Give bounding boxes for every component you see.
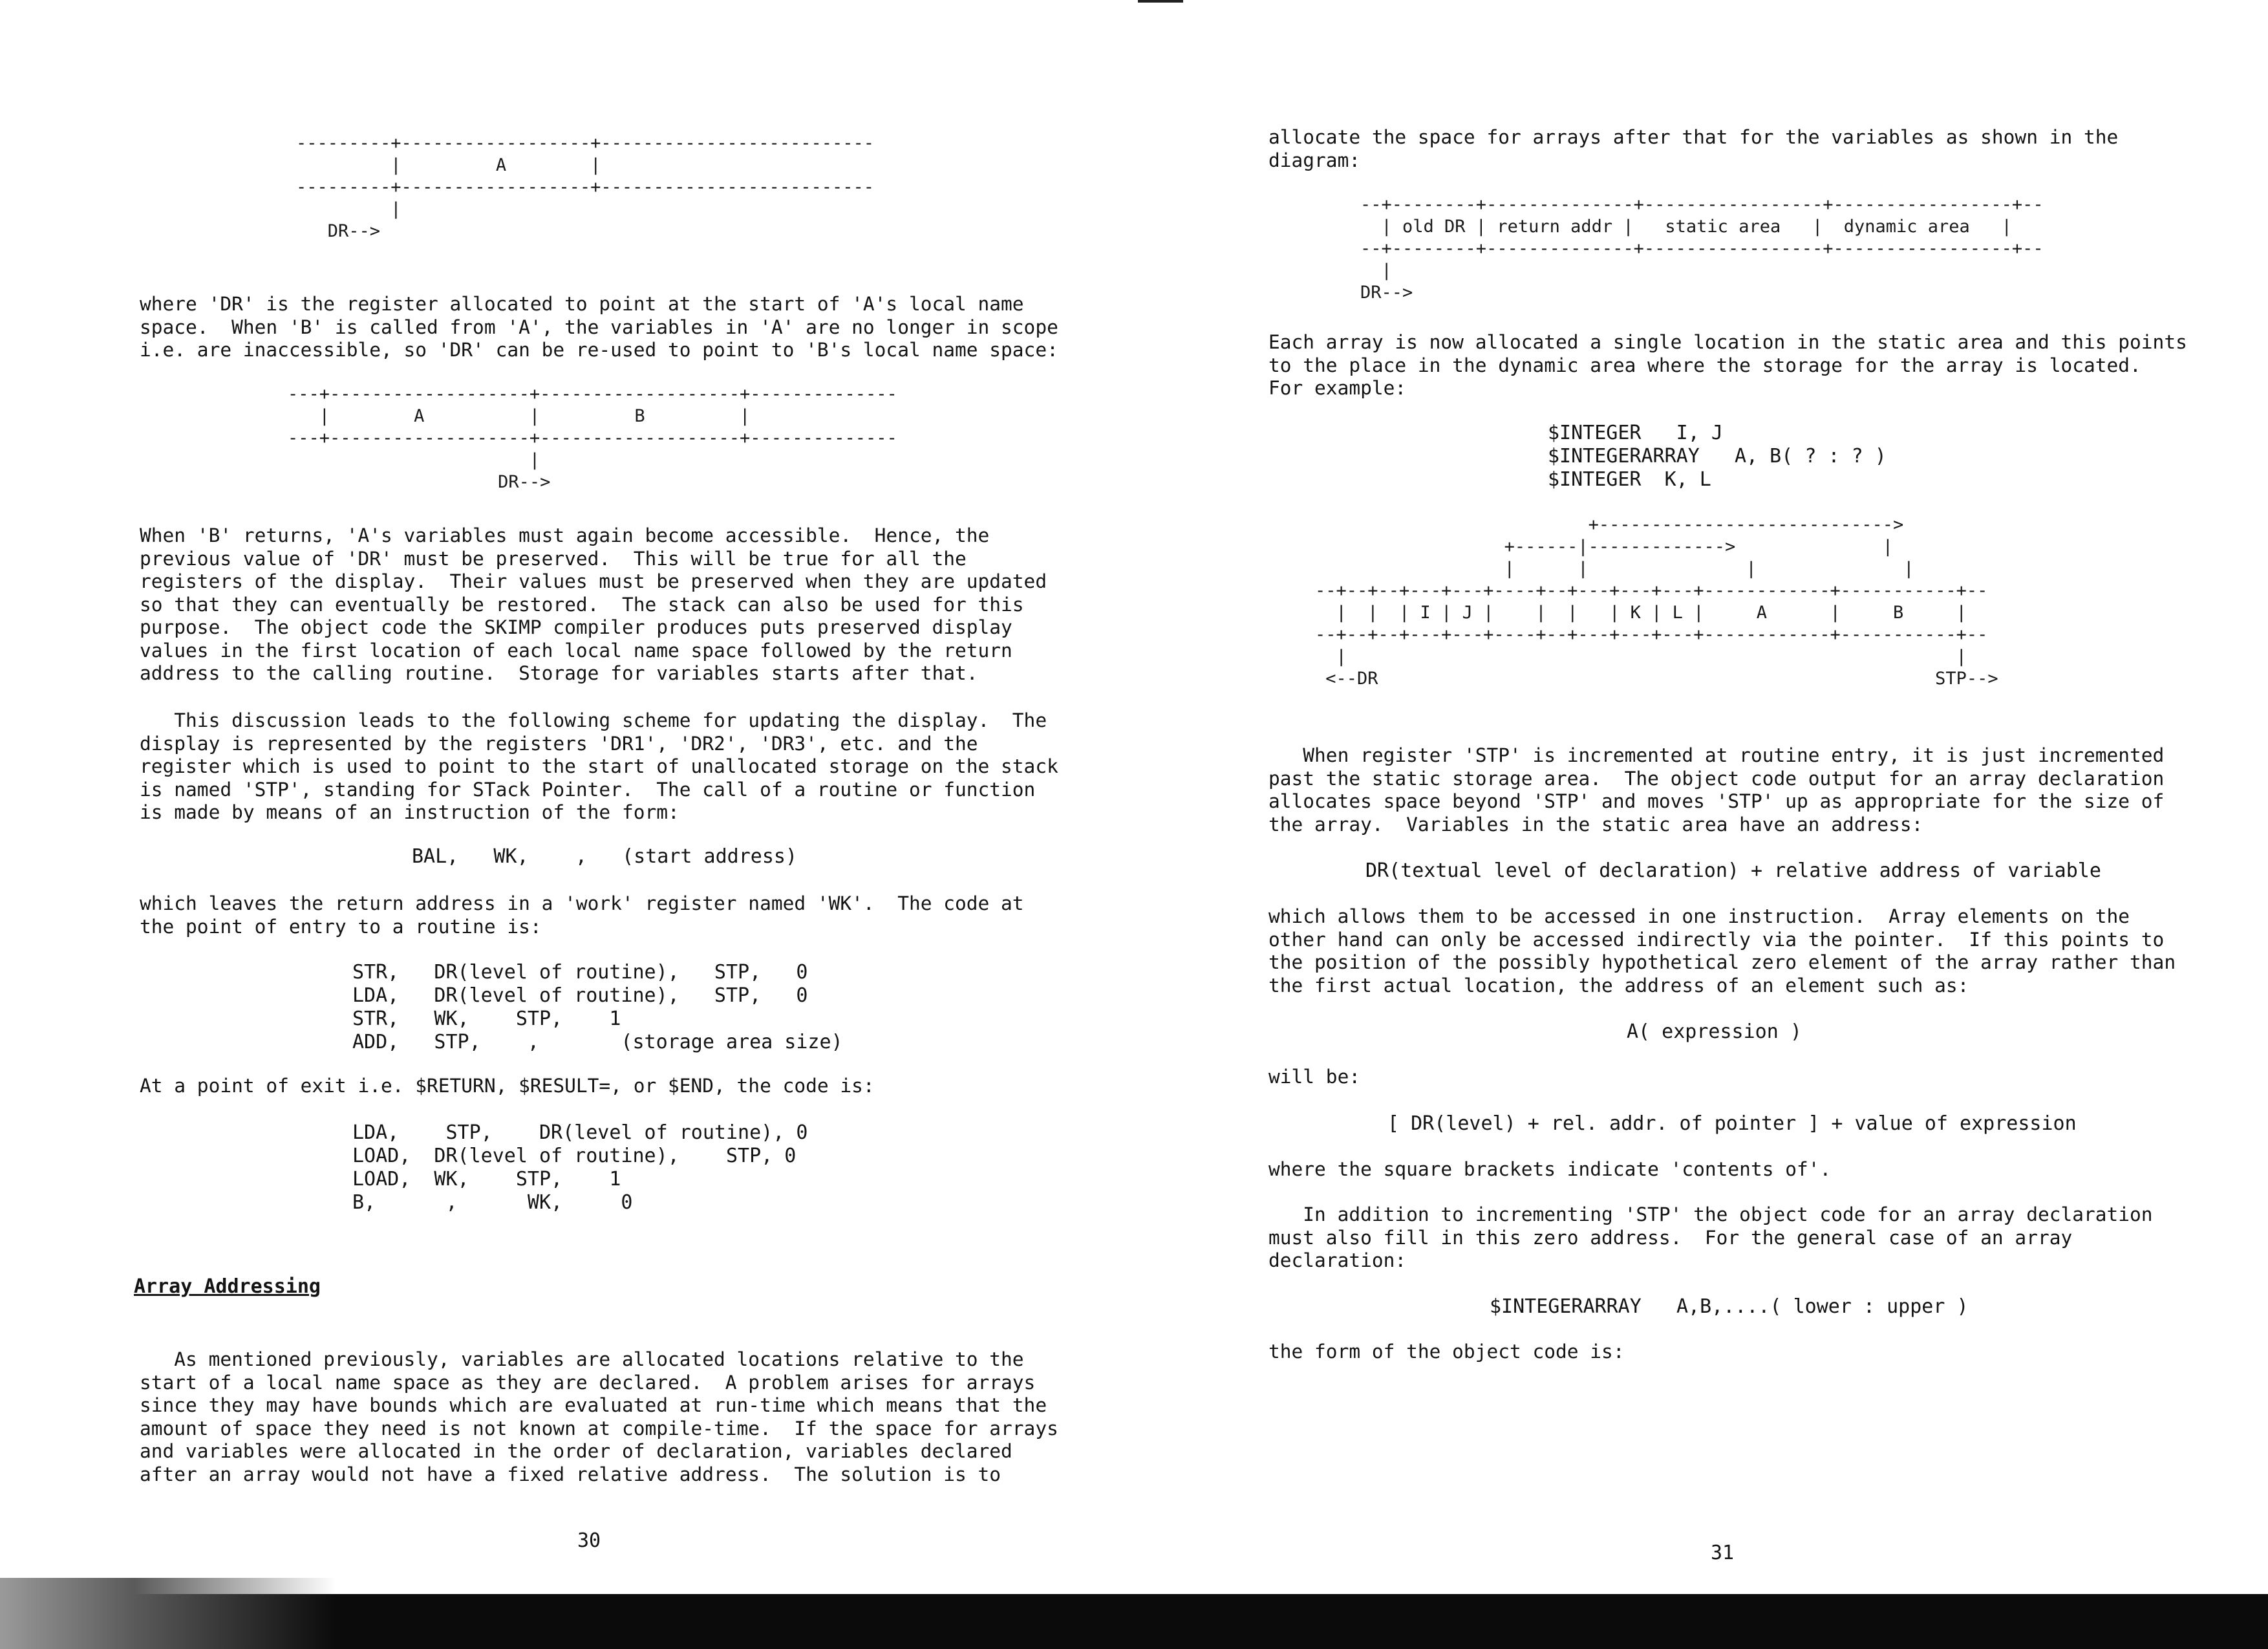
paragraph-static-area: Each array is now allocated a single location in the static area and this points to the place in the dynamic area where the storage for the array is located. For example: <box>1268 331 2187 399</box>
array-layout-diagram: +----------------------------> +------|-------------> | | | | | --+--+--+---+---+----+--+---+---+---+------------+-----------+-- | | | I | J | | | | K | L | A | B | --+--+--+---+---+----+--+---+---+---+------------+-----------+-- | | <--DR STP--> <box>1315 515 1998 689</box>
code-array-declaration: $INTEGERARRAY A,B,....( lower : upper ) <box>1490 1295 1969 1318</box>
paragraph-b-returns: When 'B' returns, 'A's variables must again become accessible. Hence, the previous value of 'DR' must be preserved. This will be true for all the registers of the display. Their values must be preserved when they are updated so that they can eventually be restored. The stack can also be used for this purpose. The object code the SKIMP compiler produces puts preserved display values in the first location of each local name space followed by the return address to the calling routine. Storage for variables starts after that. <box>140 524 1047 684</box>
paragraph-object-code-form: the form of the object code is: <box>1268 1341 1625 1363</box>
paragraph-return-address: which leaves the return address in a 'work' register named 'WK'. The code at the point of entry to a routine is: <box>140 892 1024 938</box>
scan-bottom-edge <box>0 1594 2268 1649</box>
page-number-left: 30 <box>577 1529 601 1552</box>
code-routine-exit: LDA, STP, DR(level of routine), 0 LOAD, DR(level of routine), STP, 0 LOAD, WK, STP, 1 B, , WK, 0 <box>352 1121 808 1214</box>
paragraph-dr-register: where 'DR' is the register allocated to point at the start of 'A's local name space. When 'B' is called from 'A', the variables in 'A' are no longer in scope i.e. are inaccessible, so 'DR' can be re-used to point to 'B's local name space: <box>140 293 1058 361</box>
scan-shadow <box>0 1578 336 1649</box>
binding-mark <box>1138 0 1183 3</box>
code-declarations-example: $INTEGER I, J $INTEGERARRAY A, B( ? : ? ) $INTEGER K, L <box>1548 422 1887 491</box>
paragraph-display-scheme: This discussion leads to the following scheme for updating the display. The display is represented by the registers 'DR1', 'DR2', 'DR3', etc. and the register which is used to point to the start of unallocated storage on the stack is named 'STP', standing for STack Pointer. The call of a routine or function is made by means of an instruction of the form: <box>140 709 1058 823</box>
stack-frame-diagram: --+--------+--------------+-----------------+-----------------+-- | old DR | return addr | static area | dynamic area | --+--------+--------------+-----------------+-----------------+-- | DR--> <box>1360 195 2044 303</box>
paragraph-will-be: will be: <box>1268 1066 1361 1088</box>
paragraph-square-brackets: where the square brackets indicate 'contents of'. <box>1268 1158 1832 1180</box>
paragraph-allocate-arrays: allocate the space for arrays after that for the variables as shown in the diagram: <box>1268 126 2119 171</box>
paragraph-exit-point: At a point of exit i.e. $RETURN, $RESULT=, or $END, the code is: <box>140 1075 875 1097</box>
code-array-expression: A( expression ) <box>1627 1020 1802 1043</box>
paragraph-array-elements: which allows them to be accessed in one instruction. Array elements on the other hand can only be accessed indirectly via the pointer. If this points to the position of the possibly hypothetical zero element of the array rather than the first actual location, the address of an element such as: <box>1268 905 2176 997</box>
code-element-address: [ DR(level) + rel. addr. of pointer ] + value of expression <box>1387 1112 2077 1135</box>
right-page <box>1134 0 2268 1594</box>
code-variable-address: DR(textual level of declaration) + relative address of variable <box>1365 859 2101 882</box>
section-heading-array-addressing: Array Addressing <box>134 1275 321 1298</box>
paragraph-zero-address: In addition to incrementing 'STP' the object code for an array declaration must also fill in this zero address. For the general case of an array declaration: <box>1268 1203 2153 1271</box>
paragraph-array-problem: As mentioned previously, variables are allocated locations relative to the start of a local name space as they are declared. A problem arises for arrays since they may have bounds which are evaluated at run-time which means that the amount of space they need is not known at compile-time. If the space for arrays and variables were allocated in the order of declaration, variables declared after an array would not have a fixed relative address. The solution is to <box>140 1348 1058 1485</box>
stack-diagram-a-b: ---+-------------------+-------------------+-------------- | A | B | ---+-------------------+-------------------+-------------- | DR--> <box>288 384 897 492</box>
stack-diagram-a: ---------+------------------+-------------------------- | A | ---------+------------------+-------------------------- | DR--> <box>296 133 875 241</box>
left-page <box>0 0 1134 1594</box>
code-bal-instruction: BAL, WK, , (start address) <box>412 845 798 868</box>
page-number-right: 31 <box>1711 1542 1735 1564</box>
code-routine-entry: STR, DR(level of routine), STP, 0 LDA, DR(level of routine), STP, 0 STR, WK, STP, 1 ADD, STP, , (storage area size) <box>352 961 843 1053</box>
paragraph-stp-increment: When register 'STP' is incremented at routine entry, it is just incremented past the static storage area. The object code output for an array declaration allocates space beyond 'STP' and moves 'STP' up as appropriate for the size of the array. Variables in the static area have an address: <box>1268 744 2165 835</box>
